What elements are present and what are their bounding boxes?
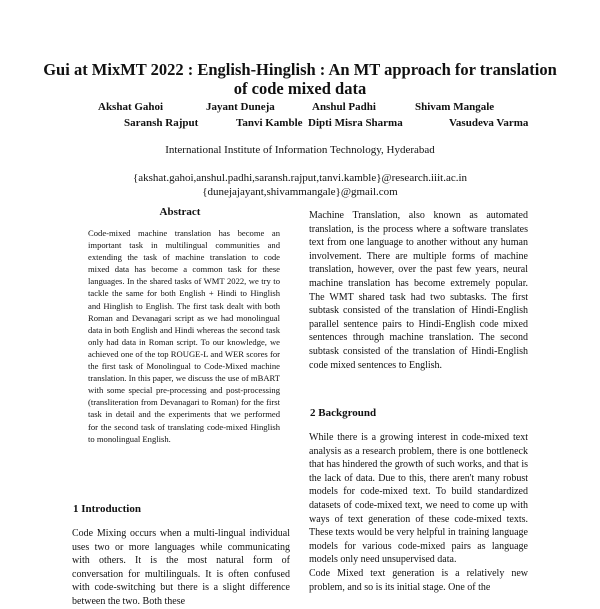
background-heading: 2 Background <box>310 407 377 419</box>
author: Tanvi Kamble <box>236 117 303 129</box>
affiliation: International Institute of Information Technology, Hyderabad <box>165 144 435 156</box>
author: Anshul Padhi <box>312 101 376 113</box>
abstract-heading: Abstract <box>159 206 201 218</box>
abstract-text: Code-mixed machine translation has become an important task in multilingual communities and extending the task of machine translation to code mixed data has become a common task for these languages. In the shared tasks of WMT 2022, we try to tackle the same for both English + Hindi to Hinglish and Hinglish to English. The first task dealt with both Roman and Devanagari script as we had monolingual data in both English and Hindi whereas the second task only had data in Roman script. To our knowledge, we achieved one of the top ROUGE-L and WER scores for the first task of Monolingual to Code-Mixed machine translation. In this paper, we discuss the use of mBART with some special pre-processing and post-processing (transliteration from Devanagari to Roman) for the first task in detail and the experiments that we performed for the second task of translating code-mixed Hinglish to monolingual English. <box>88 228 280 444</box>
background-body <box>309 431 528 594</box>
intro-text: Code Mixing occurs when a multi-lingual individual uses two or more languages while communicating with others. It is the most natural form of conversation for multilinguals. It is often confused with code-switching but there is a slight difference between the two. Both these <box>72 528 290 607</box>
author-row-2 <box>40 115 560 131</box>
emails <box>40 171 560 199</box>
author: Akshat Gahoi <box>98 101 164 113</box>
author-list <box>40 99 560 131</box>
background-text: While there is a growing interest in code-mixed text analysis as a research problem, there is one bottleneck that has hindered the growth of such works, and that is the lack of data. Due to this, there aren't many robust models for code-mixed text. To build standardized datasets of code-mixed text, we need to come up with ways of text generation of these code-mixed texts. These texts would be very helpful in training language models for various code-mixed pairs as language models only need unsupervised data. <box>309 432 528 566</box>
email-line-1: {akshat.gahoi,anshul.padhi,saransh.rajput,tanvi.kamble}@research.iiit.ac.in <box>132 172 468 184</box>
author: Dipti Misra Sharma <box>308 117 403 129</box>
email-line-2: {dunejajayant,shivammangale}@gmail.com <box>202 186 398 198</box>
author: Shivam Mangale <box>415 101 495 113</box>
abstract-body <box>88 227 280 445</box>
author: Vasudeva Varma <box>449 117 529 129</box>
paper-title: Gui at MixMT 2022 : English-Hinglish : An MT approach for translation of code mixed data <box>43 60 557 98</box>
background-text-2: Code Mixed text generation is a relatively new problem, and so is its initial stage. One of the <box>309 567 528 593</box>
intro-heading: 1 Introduction <box>73 503 141 515</box>
author-row-1 <box>40 99 560 115</box>
right-column-intro <box>309 209 528 372</box>
intro-body <box>72 527 290 609</box>
author: Jayant Duneja <box>206 101 275 113</box>
author: Saransh Rajput <box>124 117 199 129</box>
right-para-1: Machine Translation, also known as automated translation, is the process where a software translates text from one language to another without any human involvement. There are multiple forms of machine translation, however, over the past few years, neural machine translation has become extremely popular. The WMT shared task had two subtasks. The first subtask consisted of the translation of Hindi-English parallel sentence pairs to Hindi-English code mixed sentences through machine translation. The second subtask consisted of the translation of Hindi-English code mixed sentences to English. <box>309 210 528 371</box>
